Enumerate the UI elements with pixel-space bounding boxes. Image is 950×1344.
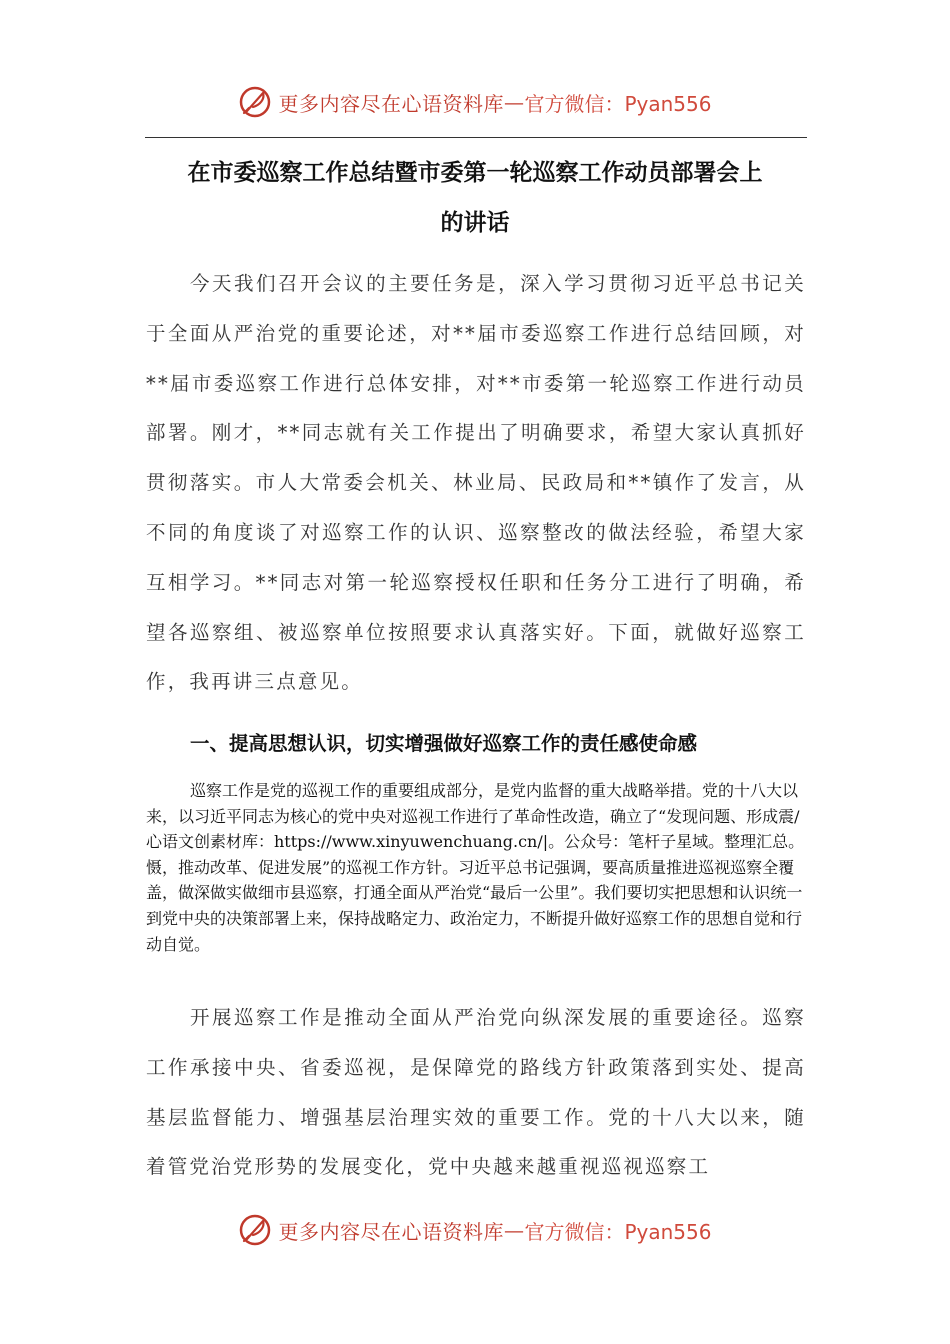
banner-contact: 官方微信：Pyan556 <box>524 1219 712 1244</box>
banner-contact: 官方微信：Pyan556 <box>524 91 712 116</box>
banner-dash: — <box>503 90 525 114</box>
body-paragraph-3: 开展巡察工作是推动全面从严治党向纵深发展的重要途径。巡察工作承接中央、省委巡视，是保障党的路线方针政策落到实处、提高基层监督能力、增强基层治理实效的重要工作。党的十八大以来，随着管党治党形势的发展变化，党中央越来越重视巡视巡察工 <box>146 1006 806 1179</box>
body-paragraph-1: 今天我们召开会议的主要任务是，深入学习贯彻习近平总书记关于全面从严治党的重要论述，对**届市委巡察工作进行总结回顾，对**届市委巡察工作进行总体安排，对**市委第一轮巡察工作进行动员部署。刚才，**同志就有关工作提出了明确要求，希望大家认真抓好贯彻落实。市人大常委会机关、林业局、民政局和**镇作了发言，从不同的角度谈了对巡察工作的认识、巡察整改的做法经验，希望大家互相学习。**同志对第一轮巡察授权任职和任务分工进行了明确，希望各巡察组、被巡察单位按照要求认真落实好。下面，就做好巡察工作，我再讲三点意见。 <box>146 272 806 694</box>
banner-text: 更多内容尽在心语资料库 <box>278 1219 504 1244</box>
header-divider <box>145 137 807 138</box>
footer-banner <box>0 1210 950 1250</box>
banner-text: 更多内容尽在心语资料库 <box>278 91 504 116</box>
document-title-line2: 的讲话 <box>440 209 510 236</box>
body-paragraph-2: 巡察工作是党的巡视工作的重要组成部分，是党内监督的重大战略举措。党的十八大以来，以习近平同志为核心的党中央对巡视工作进行了革命性改造，确立了“发现问题、形成震/心语文创素材库：https://www.xinyuwenchuang.cn/|。公众号：笔杆子星域。整理汇总。慑，推动改革、促进发展”的巡视工作方针。习近平总书记强调，要高质量推进巡视巡察全覆盖，做深做实做细市县巡察，打通全面从严治党“最后一公里”。我们要切实把思想和认识统一到党中央的决策部署上来，保持战略定力、政治定力，不断提升做好巡察工作的思想自觉和行动自觉。 <box>146 781 805 954</box>
quill-logo-icon <box>238 1213 272 1247</box>
document-title-line1: 在市委巡察工作总结暨市委第一轮巡察工作动员部署会上 <box>187 159 763 186</box>
section-heading-1: 一、提高思想认识，切实增强做好巡察工作的责任感使命感 <box>190 732 698 755</box>
header-banner <box>0 82 950 122</box>
banner-dash: — <box>503 1218 525 1242</box>
quill-logo-icon <box>238 85 272 119</box>
